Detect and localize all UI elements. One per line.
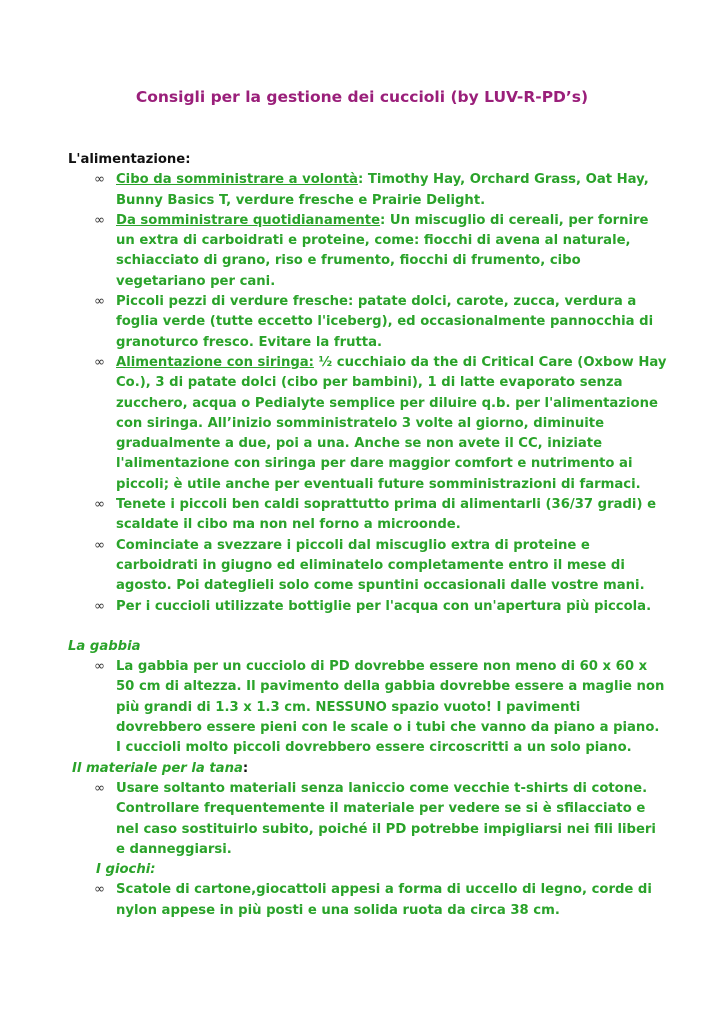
item-text: ½ cucchiaio da the di Critical Care (Oxbow Hay Co.), 3 di patate dolci (cibo per bambini), 1 di latte evaporato senza zucchero, acqua o Pedialyte semplice per diluire q.b. per l'alimentazione con siringa. All’inizio somministratelo 3 volte al giorno, diminuite gradualmente a due, poi a una. Anche se non avete il CC, iniziate l'alimentazione con siringa per dare maggior comfort e nutrimento ai piccoli; è utile anche per eventuali future somministrazioni di farmaci. <box>116 354 667 492</box>
infinity-bullet-icon: ∞ <box>94 659 105 675</box>
list-item <box>68 779 668 860</box>
item-lead: Alimentazione con siringa: <box>116 354 314 370</box>
list-item <box>68 292 668 353</box>
infinity-bullet-icon: ∞ <box>94 294 105 310</box>
infinity-bullet-icon: ∞ <box>94 882 105 898</box>
section-heading-gabbia: La gabbia <box>68 638 141 654</box>
section-heading-tana <box>68 759 668 779</box>
item-lead: Da somministrare quotidianamente <box>116 212 381 228</box>
tana-heading-text: Il materiale per la tana <box>72 760 243 776</box>
page-title: Consigli per la gestione dei cuccioli (by LUV-R-PD’s) <box>135 88 589 106</box>
item-text: Timothy Hay, Orchard Grass, Oat Hay, Bunny Basics T, verdure fresche e Prairie Delight. <box>116 172 649 208</box>
item-text: Cominciate a svezzare i piccoli dal miscuglio extra di proteine e carboidrati in giugno ed eliminatelo completamente entro il mese di agosto. Poi dateglieli solo come spuntini occasionali dalle vostre mani. <box>116 537 645 594</box>
list-item <box>68 170 668 211</box>
gabbia-list <box>68 657 668 758</box>
list-item <box>68 353 668 495</box>
list-item <box>68 657 668 758</box>
section-heading-giochi: I giochi: <box>96 862 156 878</box>
alimentazione-list <box>68 170 668 617</box>
infinity-bullet-icon: ∞ <box>94 172 105 188</box>
item-sep: : <box>380 212 386 228</box>
giochi-list <box>68 880 668 921</box>
infinity-bullet-icon: ∞ <box>94 497 105 513</box>
tana-list <box>68 779 668 860</box>
item-lead: Cibo da somministrare a volontà <box>116 172 358 188</box>
item-text: La gabbia per un cucciolo di PD dovrebbe essere non meno di 60 x 60 x 50 cm di altezza. Il pavimento della gabbia dovrebbe essere a maglie non più grandi di 1.3 x 1.3 cm. NESSUNO spazio vuoto! I pavimenti dovrebbero essere pieni con le scale o i tubi che vanno da piano a piano. I cuccioli molto piccoli dovrebbero essere circoscritti a un solo piano. <box>116 659 665 756</box>
list-item <box>68 536 668 597</box>
item-text: Piccoli pezzi di verdure fresche: patate dolci, carote, zucca, verdura a foglia verde (tutte eccetto l'iceberg), ed occasionalmente pannocchia di granoturco fresco. Evitare la frutta. <box>116 294 654 350</box>
item-text: Un miscuglio di cereali, per fornire un extra di carboidrati e proteine, come: fiocchi di avena al naturale, schiacciato di grano, riso e frumento, fiocchi di frumento, cibo vegetariano per cani. <box>116 212 649 289</box>
infinity-bullet-icon: ∞ <box>94 537 105 553</box>
section-heading-alimentazione: L'alimentazione: <box>68 152 191 167</box>
list-item <box>68 495 668 536</box>
item-text: Usare soltanto materiali senza laniccio come vecchie t-shirts di cotone. Controllare frequentemente il materiale per vedere se si è sfilacciato e nel caso sostituirlo subito, poiché il PD potrebbe impigliarsi nei fili liberi e danneggiarsi. <box>116 780 656 857</box>
document-body <box>68 150 668 921</box>
list-item <box>68 880 668 921</box>
infinity-bullet-icon: ∞ <box>94 354 105 370</box>
infinity-bullet-icon: ∞ <box>94 780 105 796</box>
spacer <box>68 617 668 637</box>
list-item <box>68 211 668 292</box>
item-text: Scatole di cartone,giocattoli appesi a forma di uccello di legno, corde di nylon appese in più posti e una solida ruota da circa 38 cm. <box>116 882 652 918</box>
item-text: Tenete i piccoli ben caldi soprattutto prima di alimentarli (36/37 gradi) e scaldate il cibo ma non nel forno a microonde. <box>116 497 657 533</box>
infinity-bullet-icon: ∞ <box>94 212 105 228</box>
item-text: Per i cuccioli utilizzate bottiglie per l'acqua con un'apertura più piccola. <box>116 598 652 614</box>
list-item <box>68 597 668 617</box>
infinity-bullet-icon: ∞ <box>94 598 105 614</box>
item-sep: : <box>357 172 364 188</box>
tana-heading-suffix: : <box>242 760 249 776</box>
